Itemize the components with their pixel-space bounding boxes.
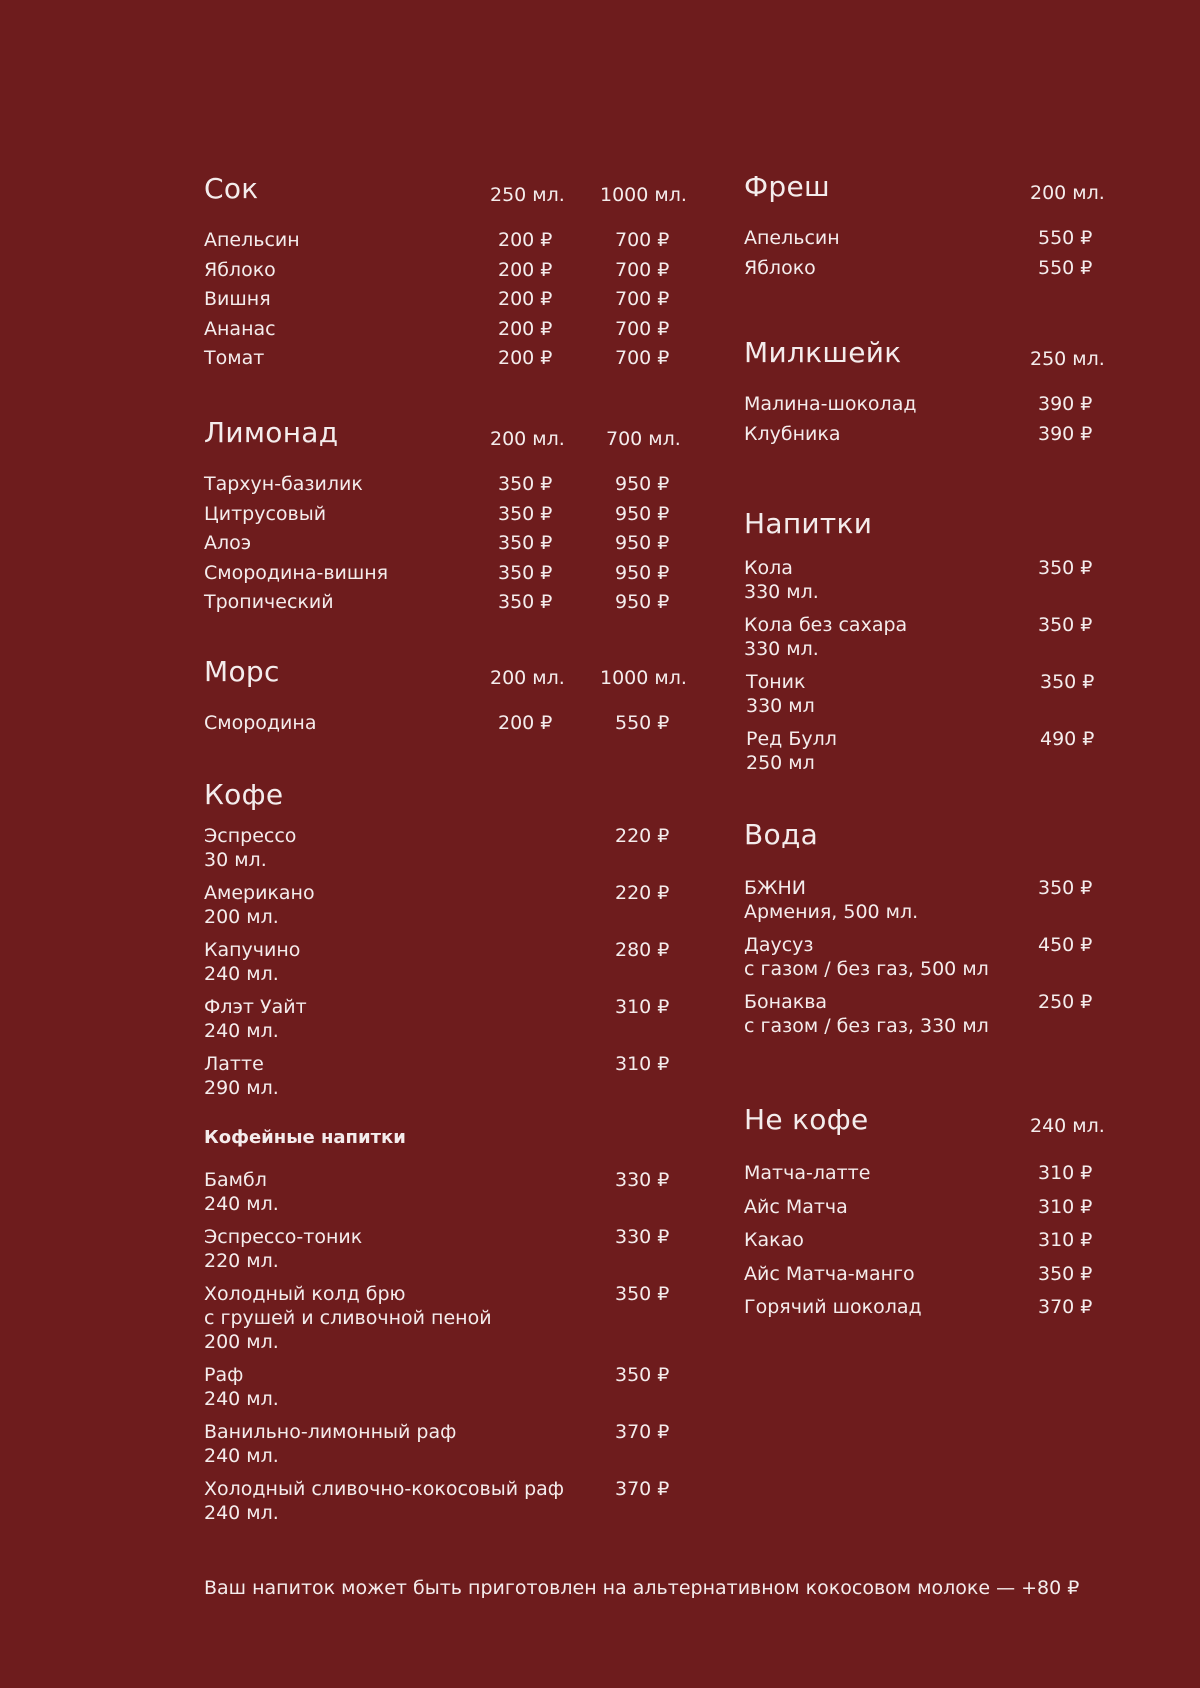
price-small: 200 ₽ bbox=[498, 288, 553, 311]
item-name: БЖНИ bbox=[744, 877, 807, 899]
menu-item bbox=[204, 561, 704, 591]
item-name: Тархун-базилик bbox=[204, 473, 363, 495]
menu-item bbox=[204, 881, 704, 929]
menu-item bbox=[204, 287, 704, 317]
item-name: Цитрусовый bbox=[204, 502, 327, 525]
volume-small: 200 мл. bbox=[490, 667, 565, 689]
price-small: 350 ₽ bbox=[498, 591, 553, 614]
menu-item bbox=[204, 711, 704, 741]
price-large: 700 ₽ bbox=[615, 347, 670, 370]
section-drinks bbox=[744, 507, 1124, 784]
item-price: 490 ₽ bbox=[1040, 728, 1095, 750]
section-title: Кофе bbox=[204, 778, 284, 811]
item-name: Горячий шоколад bbox=[744, 1296, 922, 1319]
menu-item bbox=[744, 876, 1124, 924]
menu-item bbox=[204, 590, 704, 620]
price-small: 350 ₽ bbox=[498, 502, 553, 525]
menu-item bbox=[204, 258, 704, 288]
section-title: Милкшейк bbox=[744, 336, 902, 369]
price-small: 200 ₽ bbox=[498, 229, 553, 251]
item-name: Айс Матча bbox=[744, 1195, 848, 1218]
section-title: Лимонад bbox=[204, 416, 339, 449]
item-price: 350 ₽ bbox=[1038, 1262, 1093, 1285]
price-large: 950 ₽ bbox=[615, 532, 670, 555]
item-name: Томат bbox=[204, 347, 265, 370]
item-name: Ананас bbox=[204, 317, 276, 340]
item-name: Айс Матча-манго bbox=[744, 1262, 915, 1285]
section-title: Напитки bbox=[744, 507, 873, 540]
price-large: 950 ₽ bbox=[615, 561, 670, 584]
item-name: Латте bbox=[204, 1053, 264, 1075]
item-name: Кола bbox=[744, 557, 793, 579]
item-price: 220 ₽ bbox=[615, 882, 670, 904]
item-price: 350 ₽ bbox=[1040, 671, 1095, 693]
item-price: 350 ₽ bbox=[1038, 557, 1093, 579]
price-small: 200 ₽ bbox=[498, 258, 553, 281]
section-coffee-drinks bbox=[204, 1126, 704, 1534]
price-large: 950 ₽ bbox=[615, 591, 670, 614]
item-note: с газом / без газ, 330 мл bbox=[744, 1015, 989, 1037]
item-name: Апельсин bbox=[204, 229, 300, 251]
item-note: с грушей и сливочной пеной bbox=[204, 1307, 492, 1329]
price-small: 350 ₽ bbox=[498, 473, 553, 495]
menu-item bbox=[204, 824, 704, 872]
price-large: 550 ₽ bbox=[615, 712, 670, 734]
section-title: Фреш bbox=[744, 170, 830, 203]
volume-large: 1000 мл. bbox=[600, 667, 687, 689]
price-small: 200 ₽ bbox=[498, 712, 553, 734]
item-name: Смородина bbox=[204, 712, 317, 734]
price-large: 950 ₽ bbox=[615, 502, 670, 525]
section-juice bbox=[204, 172, 704, 376]
item-note: 290 мл. bbox=[204, 1077, 279, 1099]
menu-item bbox=[204, 1168, 704, 1216]
price-large: 700 ₽ bbox=[615, 288, 670, 311]
menu-item bbox=[204, 531, 704, 561]
item-note: 330 мл bbox=[746, 695, 815, 717]
menu-item bbox=[204, 228, 704, 258]
volume: 240 мл. bbox=[1030, 1115, 1105, 1137]
menu-item bbox=[204, 472, 704, 502]
item-name: Смородина-вишня bbox=[204, 561, 389, 584]
item-name: Тропический bbox=[204, 591, 334, 614]
item-name: Даусуз bbox=[744, 934, 814, 956]
item-note: Армения, 500 мл. bbox=[744, 901, 919, 923]
section-title: Морс bbox=[204, 655, 280, 688]
item-name: Апельсин bbox=[744, 227, 840, 249]
item-price: 330 ₽ bbox=[615, 1169, 670, 1191]
item-name: Яблоко bbox=[204, 258, 276, 281]
item-price: 250 ₽ bbox=[1038, 991, 1093, 1013]
volume: 200 мл. bbox=[1030, 182, 1105, 204]
item-note: с газом / без газ, 500 мл bbox=[744, 958, 989, 980]
item-price: 550 ₽ bbox=[1038, 256, 1093, 279]
item-name: Тоник bbox=[746, 671, 806, 693]
item-price: 350 ₽ bbox=[1038, 877, 1093, 899]
section-title: Вода bbox=[744, 818, 819, 851]
item-price: 350 ₽ bbox=[615, 1283, 670, 1305]
item-name: Какао bbox=[744, 1229, 804, 1252]
menu-item bbox=[204, 1282, 704, 1354]
item-name: Матча-латте bbox=[744, 1162, 871, 1184]
section-fresh bbox=[744, 170, 1124, 285]
section-coffee bbox=[204, 778, 704, 1109]
section-title: Не кофе bbox=[744, 1103, 869, 1136]
menu-item bbox=[744, 990, 1124, 1038]
menu-item bbox=[746, 727, 1126, 775]
item-note: 250 мл bbox=[746, 752, 815, 774]
price-large: 700 ₽ bbox=[615, 229, 670, 251]
volume-large: 700 мл. bbox=[606, 428, 681, 450]
section-title: Сок bbox=[204, 172, 259, 205]
menu-item bbox=[744, 1195, 1124, 1229]
menu-item bbox=[744, 256, 1124, 286]
price-large: 700 ₽ bbox=[615, 258, 670, 281]
item-name: Американо bbox=[204, 882, 315, 904]
item-note: 240 мл. bbox=[204, 1502, 279, 1524]
section-milkshake bbox=[744, 336, 1124, 451]
price-small: 200 ₽ bbox=[498, 347, 553, 370]
item-name: Ванильно-лимонный раф bbox=[204, 1421, 457, 1443]
item-note: 240 мл. bbox=[204, 1388, 279, 1410]
menu-item bbox=[204, 1052, 704, 1100]
item-name: Бонаква bbox=[744, 991, 828, 1013]
section-water bbox=[744, 818, 1124, 1047]
item-note: 200 мл. bbox=[204, 906, 279, 928]
item-price: 350 ₽ bbox=[615, 1364, 670, 1386]
price-small: 350 ₽ bbox=[498, 532, 553, 555]
item-price: 310 ₽ bbox=[1038, 1195, 1093, 1218]
menu-item bbox=[204, 1420, 704, 1468]
item-note: 330 мл. bbox=[744, 638, 819, 660]
menu-item bbox=[204, 938, 704, 986]
item-price: 310 ₽ bbox=[1038, 1162, 1093, 1184]
item-price: 390 ₽ bbox=[1038, 393, 1093, 415]
price-small: 350 ₽ bbox=[498, 561, 553, 584]
item-name: Вишня bbox=[204, 288, 271, 311]
volume-large: 1000 мл. bbox=[600, 184, 687, 206]
item-note: 240 мл. bbox=[204, 1445, 279, 1467]
section-lemonade bbox=[204, 416, 704, 620]
item-note: 330 мл. bbox=[744, 581, 819, 603]
subsection-title: Кофейные напитки bbox=[204, 1127, 406, 1148]
item-name: Яблоко bbox=[744, 256, 816, 279]
item-price: 390 ₽ bbox=[1038, 422, 1093, 445]
item-price: 220 ₽ bbox=[615, 825, 670, 847]
price-large: 950 ₽ bbox=[615, 473, 670, 495]
item-price: 330 ₽ bbox=[615, 1226, 670, 1248]
item-name: Эспрессо-тоник bbox=[204, 1226, 363, 1248]
volume-small: 250 мл. bbox=[490, 184, 565, 206]
item-name: Холодный сливочно-кокосовый раф bbox=[204, 1478, 565, 1500]
item-note: 30 мл. bbox=[204, 849, 267, 871]
menu-item bbox=[744, 1161, 1124, 1195]
menu-item bbox=[744, 556, 1124, 604]
item-note-volume: 200 мл. bbox=[204, 1331, 279, 1353]
item-name: Раф bbox=[204, 1364, 244, 1386]
item-price: 310 ₽ bbox=[615, 1053, 670, 1075]
item-name: Капучино bbox=[204, 939, 301, 961]
price-large: 700 ₽ bbox=[615, 317, 670, 340]
item-price: 550 ₽ bbox=[1038, 227, 1093, 249]
section-mors bbox=[204, 655, 704, 741]
item-price: 350 ₽ bbox=[1038, 614, 1093, 636]
item-name: Бамбл bbox=[204, 1169, 267, 1191]
item-price: 370 ₽ bbox=[1038, 1296, 1093, 1319]
menu-item bbox=[204, 1477, 704, 1525]
item-note: 240 мл. bbox=[204, 1020, 279, 1042]
menu-item bbox=[744, 1295, 1124, 1329]
section-not-coffee bbox=[744, 1103, 1124, 1329]
item-note: 240 мл. bbox=[204, 963, 279, 985]
item-price: 310 ₽ bbox=[1038, 1229, 1093, 1252]
item-price: 450 ₽ bbox=[1038, 934, 1093, 956]
item-name: Ред Булл bbox=[746, 728, 837, 750]
volume-small: 200 мл. bbox=[490, 428, 565, 450]
item-price: 370 ₽ bbox=[615, 1478, 670, 1500]
menu-item bbox=[204, 317, 704, 347]
menu-item bbox=[744, 613, 1124, 661]
menu-item bbox=[744, 1228, 1124, 1262]
menu-item bbox=[744, 1262, 1124, 1296]
footer-note: Ваш напиток может быть приготовлен на альтернативном кокосовом молоке — +80 ₽ bbox=[204, 1577, 1080, 1599]
menu-item bbox=[204, 1363, 704, 1411]
item-name: Флэт Уайт bbox=[204, 996, 307, 1018]
menu-item bbox=[204, 1225, 704, 1273]
item-note: 220 мл. bbox=[204, 1250, 279, 1272]
menu-item bbox=[744, 226, 1124, 256]
menu-item bbox=[744, 933, 1124, 981]
item-note: 240 мл. bbox=[204, 1193, 279, 1215]
price-small: 200 ₽ bbox=[498, 317, 553, 340]
item-price: 310 ₽ bbox=[615, 996, 670, 1018]
item-name: Холодный колд брю bbox=[204, 1283, 406, 1305]
item-price: 280 ₽ bbox=[615, 939, 670, 961]
menu-item bbox=[204, 502, 704, 532]
menu-item bbox=[204, 995, 704, 1043]
item-price: 370 ₽ bbox=[615, 1421, 670, 1443]
item-name: Алоэ bbox=[204, 532, 252, 555]
item-name: Кола без сахара bbox=[744, 614, 908, 636]
menu-item bbox=[204, 346, 704, 376]
item-name: Клубника bbox=[744, 422, 841, 445]
volume: 250 мл. bbox=[1030, 348, 1105, 370]
menu-item bbox=[744, 392, 1124, 422]
item-name: Малина-шоколад bbox=[744, 393, 917, 415]
item-name: Эспрессо bbox=[204, 825, 297, 847]
menu-item bbox=[746, 670, 1126, 718]
menu-item bbox=[744, 422, 1124, 452]
